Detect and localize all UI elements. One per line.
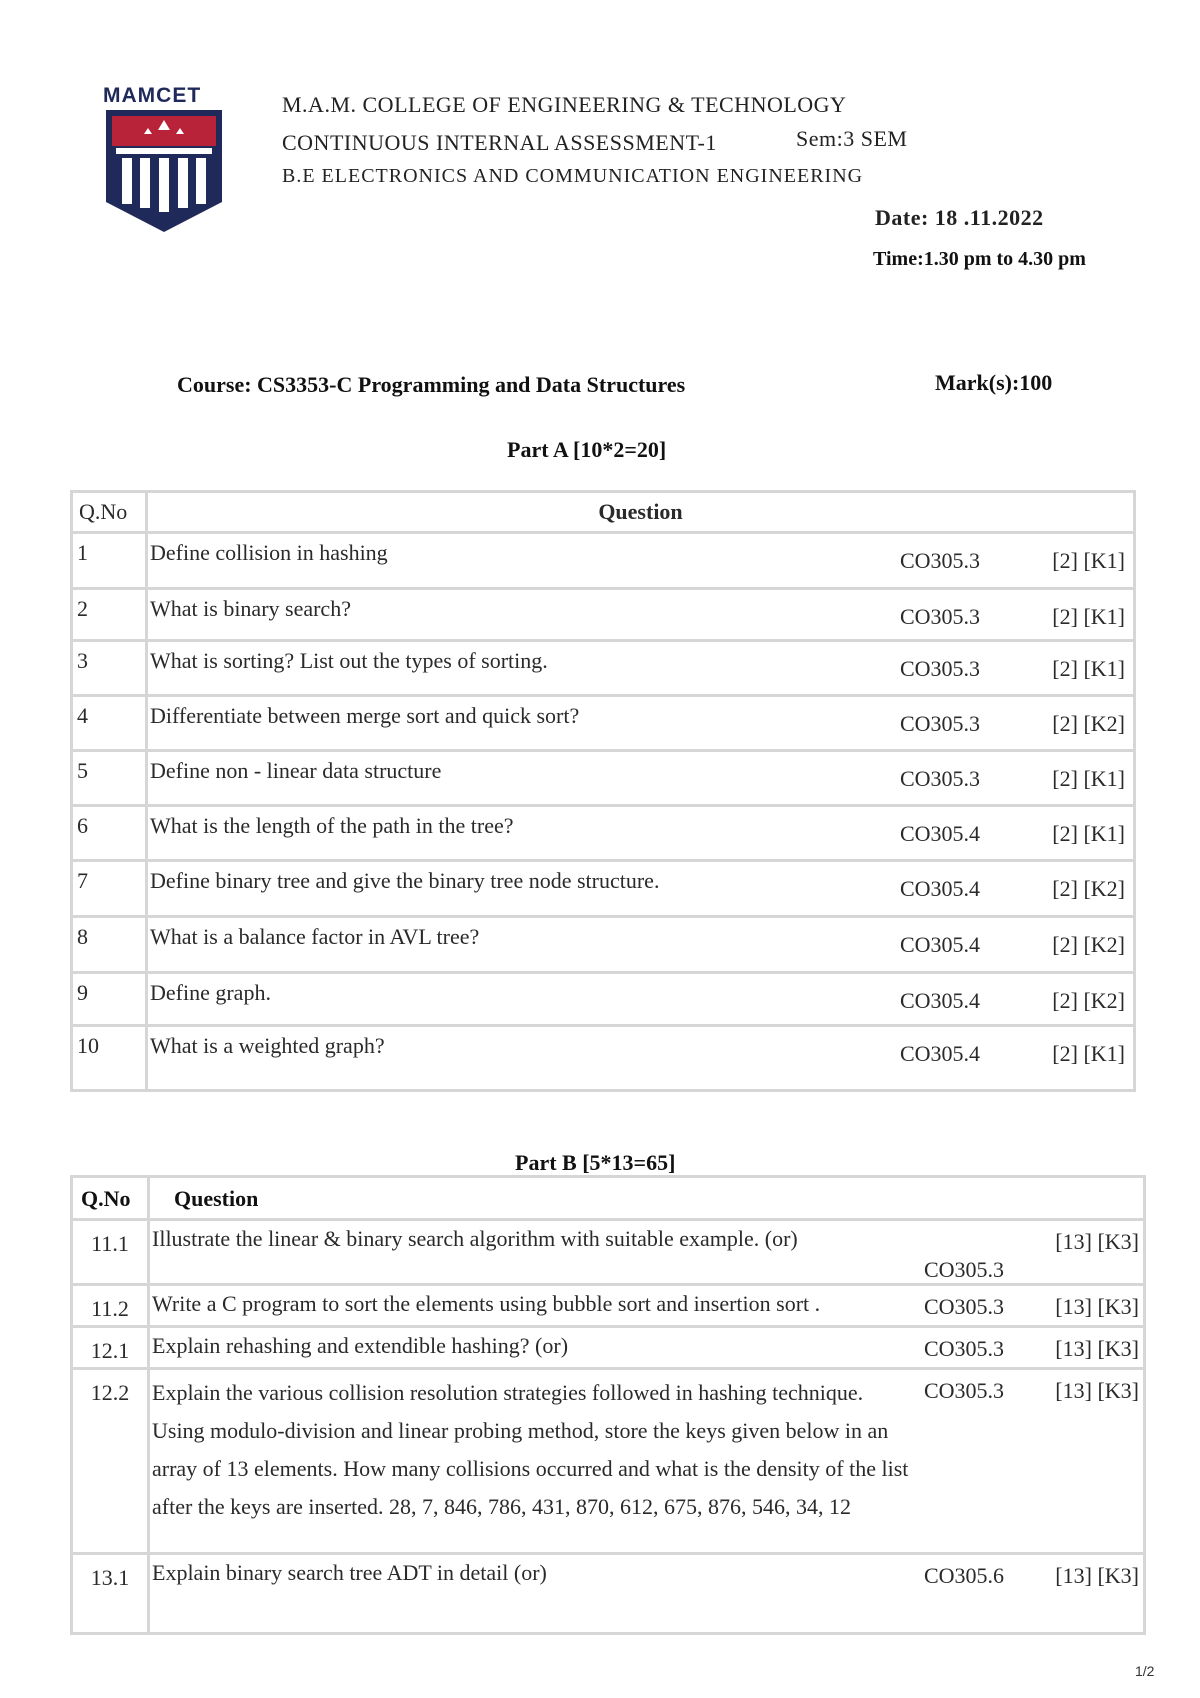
exam-time: Time:1.30 pm to 4.30 pm bbox=[873, 248, 1086, 270]
question-text: Define collision in hashing bbox=[148, 531, 900, 587]
semester: Sem:3 SEM bbox=[796, 126, 908, 151]
part-a-header-question: Question bbox=[598, 499, 683, 524]
table-row bbox=[73, 859, 1133, 915]
marks-level: [2] [K2] bbox=[1010, 915, 1133, 971]
college-name: M.A.M. COLLEGE OF ENGINEERING & TECHNOLOGY bbox=[282, 92, 847, 117]
question-text: Illustrate the linear & binary search algorithm with suitable example. (or) bbox=[150, 1218, 924, 1283]
question-text: Define binary tree and give the binary tree node structure. bbox=[148, 859, 900, 915]
part-a-title: Part A [10*2=20] bbox=[507, 437, 667, 462]
part-b-table bbox=[70, 1175, 1146, 1635]
part-a-table bbox=[70, 490, 1136, 1092]
college-logo bbox=[100, 86, 230, 236]
marks-level: [2] [K1] bbox=[1010, 749, 1133, 804]
question-number: 2 bbox=[73, 587, 148, 639]
department: B.E ELECTRONICS AND COMMUNICATION ENGINEERING bbox=[282, 165, 864, 187]
marks-level: [2] [K1] bbox=[1010, 639, 1133, 694]
table-row bbox=[73, 1218, 1143, 1283]
marks-level: [13] [K3] bbox=[1039, 1325, 1143, 1367]
question-number: 11.1 bbox=[73, 1218, 150, 1283]
marks-level: [2] [K2] bbox=[1010, 694, 1133, 749]
marks-level: [13] [K3] bbox=[1039, 1218, 1143, 1283]
question-text: What is sorting? List out the types of sorting. bbox=[148, 639, 900, 694]
course-outcome: CO305.3 bbox=[900, 639, 1010, 694]
course-outcome: CO305.3 bbox=[924, 1218, 1039, 1283]
course-outcome: CO305.3 bbox=[900, 587, 1010, 639]
exam-date: Date: 18 .11.2022 bbox=[875, 205, 1044, 230]
table-row bbox=[73, 694, 1133, 749]
table-row bbox=[73, 804, 1133, 859]
question-number: 1 bbox=[73, 531, 148, 587]
question-text: What is a weighted graph? bbox=[148, 1024, 900, 1089]
course-outcome: CO305.4 bbox=[900, 859, 1010, 915]
course-outcome: CO305.4 bbox=[900, 915, 1010, 971]
page-number: 1/2 bbox=[1135, 1663, 1155, 1679]
question-text: What is a balance factor in AVL tree? bbox=[148, 915, 900, 971]
part-a-header-qno: Q.No bbox=[73, 493, 148, 531]
course-title: Course: CS3353-C Programming and Data Structures bbox=[177, 372, 686, 397]
part-b-header-question: Question bbox=[174, 1186, 259, 1211]
marks-level: [2] [K1] bbox=[1010, 587, 1133, 639]
table-row bbox=[73, 1024, 1133, 1089]
course-outcome: CO305.4 bbox=[900, 971, 1010, 1024]
total-marks: Mark(s):100 bbox=[935, 370, 1053, 395]
table-row bbox=[73, 1325, 1143, 1367]
course-outcome: CO305.4 bbox=[900, 1024, 1010, 1089]
question-number: 4 bbox=[73, 694, 148, 749]
marks-level: [13] [K3] bbox=[1039, 1367, 1143, 1552]
course-outcome: CO305.4 bbox=[900, 804, 1010, 859]
question-text: Explain the various collision resolution strategies followed in hashing technique. Using modulo-division and linear probing method, store the keys given below in an array of 13 elements. How many collisions occurred and what is the density of the list after the keys are inserted. 28, 7, 846, 786, 431, 870, 612, 675, 876, 546, 34, 12 bbox=[150, 1367, 924, 1552]
assessment-title: CONTINUOUS INTERNAL ASSESSMENT-1 bbox=[282, 130, 717, 155]
question-number: 5 bbox=[73, 749, 148, 804]
table-row bbox=[73, 749, 1133, 804]
course-outcome: CO305.3 bbox=[900, 749, 1010, 804]
question-number: 8 bbox=[73, 915, 148, 971]
pillars-shield-icon bbox=[102, 106, 226, 236]
course-outcome: CO305.3 bbox=[900, 531, 1010, 587]
table-row bbox=[73, 971, 1133, 1024]
marks-level: [13] [K3] bbox=[1039, 1552, 1143, 1632]
table-row bbox=[73, 639, 1133, 694]
course-outcome: CO305.6 bbox=[924, 1552, 1039, 1632]
marks-level: [2] [K1] bbox=[1010, 531, 1133, 587]
table-row bbox=[73, 587, 1133, 639]
question-number: 12.1 bbox=[73, 1325, 150, 1367]
question-number: 11.2 bbox=[73, 1283, 150, 1325]
course-outcome: CO305.3 bbox=[900, 694, 1010, 749]
question-number: 12.2 bbox=[73, 1367, 150, 1552]
marks-level: [13] [K3] bbox=[1039, 1283, 1143, 1325]
question-text: Write a C program to sort the elements using bubble sort and insertion sort . bbox=[150, 1283, 924, 1325]
table-row bbox=[73, 1552, 1143, 1632]
part-b-header-qno: Q.No bbox=[73, 1178, 150, 1218]
question-number: 6 bbox=[73, 804, 148, 859]
question-number: 3 bbox=[73, 639, 148, 694]
table-row bbox=[73, 531, 1133, 587]
table-row bbox=[73, 915, 1133, 971]
question-number: 7 bbox=[73, 859, 148, 915]
question-text: Define non - linear data structure bbox=[148, 749, 900, 804]
course-outcome: CO305.3 bbox=[924, 1283, 1039, 1325]
table-row bbox=[73, 1367, 1143, 1552]
logo-text: MAMCET bbox=[103, 84, 202, 107]
question-text: Explain binary search tree ADT in detail (or) bbox=[150, 1552, 924, 1632]
marks-level: [2] [K2] bbox=[1010, 859, 1133, 915]
course-outcome: CO305.3 bbox=[924, 1367, 1039, 1552]
marks-level: [2] [K1] bbox=[1010, 804, 1133, 859]
question-text: What is binary search? bbox=[148, 587, 900, 639]
question-number: 13.1 bbox=[73, 1552, 150, 1632]
question-number: 9 bbox=[73, 971, 148, 1024]
part-b-title: Part B [5*13=65] bbox=[515, 1150, 676, 1175]
question-text: Explain rehashing and extendible hashing? (or) bbox=[150, 1325, 924, 1367]
question-text: What is the length of the path in the tree? bbox=[148, 804, 900, 859]
question-text: Differentiate between merge sort and quick sort? bbox=[148, 694, 900, 749]
marks-level: [2] [K2] bbox=[1010, 971, 1133, 1024]
marks-level: [2] [K1] bbox=[1010, 1024, 1133, 1089]
question-text: Define graph. bbox=[148, 971, 900, 1024]
question-number: 10 bbox=[73, 1024, 148, 1089]
table-row bbox=[73, 1283, 1143, 1325]
course-outcome: CO305.3 bbox=[924, 1325, 1039, 1367]
